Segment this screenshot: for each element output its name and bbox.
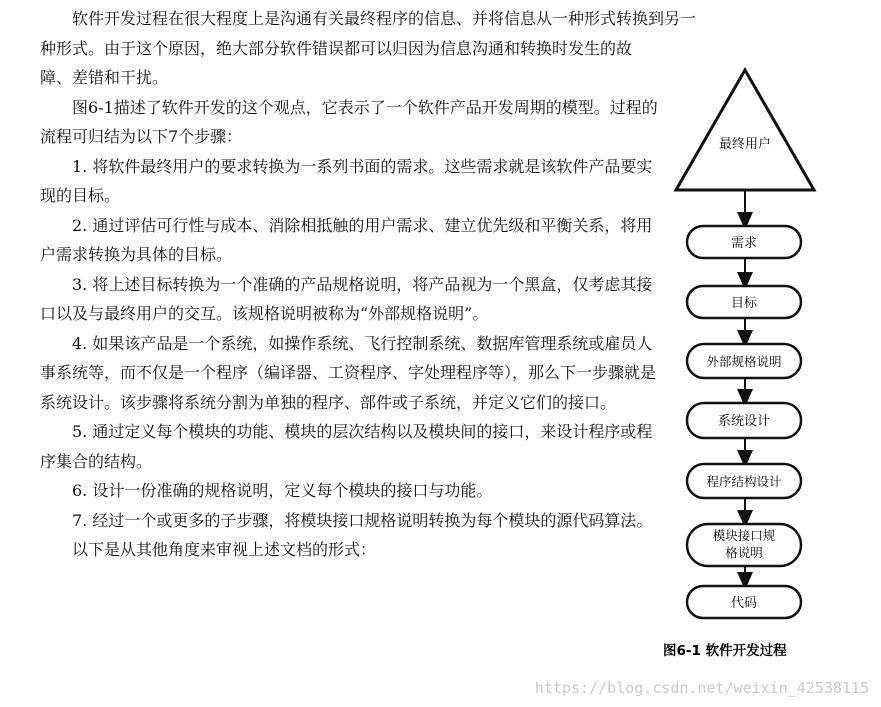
figure-caption: 图6-1 软件开发过程 [663,643,787,659]
stage-code-label: 代码 [730,596,758,611]
step-4: 4. 如果该产品是一个系统，如操作系统、飞行控制系统、数据库管理系统或雇员人事系统等，而不仅是一个程序（编译器、工资程序、字处理程序等），那么下一步骤就是系统设计。该步骤将系统分割为单独的程序、部件或子系统，并定义它们的接口。 [40,333,657,412]
stage-system-design-label: 系统设计 [717,414,771,429]
overview-paragraph: 图6-1描述了软件开发的这个观点，它表示了一个软件产品开发周期的模型。过程的流程可归结为以下7个步骤： [40,97,658,146]
stage-objectives-label: 目标 [730,296,758,311]
end-user-triangle [676,70,814,190]
step-1: 1. 将软件最终用户的要求转换为一系列书面的需求。这些需求就是该软件产品要实现的目标。 [40,156,653,205]
step-3: 3. 将上述目标转换为一个准确的产品规格说明，将产品视为一个黑盒，仅考虑其接口以及与最终用户的交互。该规格说明被称为“外部规格说明”。 [40,274,653,323]
intro-paragraph-line1: 软件开发过程在很大程度上是沟通有关最终程序的信息、并将信息从一种形式转换到另一 [72,9,697,28]
step-6: 6. 设计一份准确的规格说明，定义每个模块的接口与功能。 [72,481,493,500]
stage-module-interface-spec-label-line2: 格说明 [725,545,763,560]
step-2: 2. 通过评估可行性与成本、消除相抵触的用户需求、建立优先级和平衡关系，将用户需求转换为具体的目标。 [40,215,653,264]
step-7: 7. 经过一个或更多的子步骤，将模块接口规格说明转换为每个模块的源代码算法。 [72,510,653,530]
stage-program-structure-design-label: 程序结构设计 [706,474,782,489]
stage-requirements-label: 需求 [730,236,758,251]
step-5: 5. 通过定义每个模块的功能、模块的层次结构以及模块间的接口，来设计程序或程序集合的结构。 [40,422,653,471]
intro-paragraph-rest: 种形式。由于这个原因，绝大部分软件错误都可以归因为信息沟通和转换时发生的故障、差错和干扰。 [40,38,633,87]
watermark: https://blog.csdn.net/weixin_42538115 [534,679,869,697]
stage-module-interface-spec-label-line1: 模块接口规 [712,528,776,543]
closing-paragraph: 以下是从其他角度来审视上述文档的形式： [72,540,377,559]
stage-external-spec-label: 外部规格说明 [706,354,782,369]
end-user-label: 最终用户 [718,137,772,152]
